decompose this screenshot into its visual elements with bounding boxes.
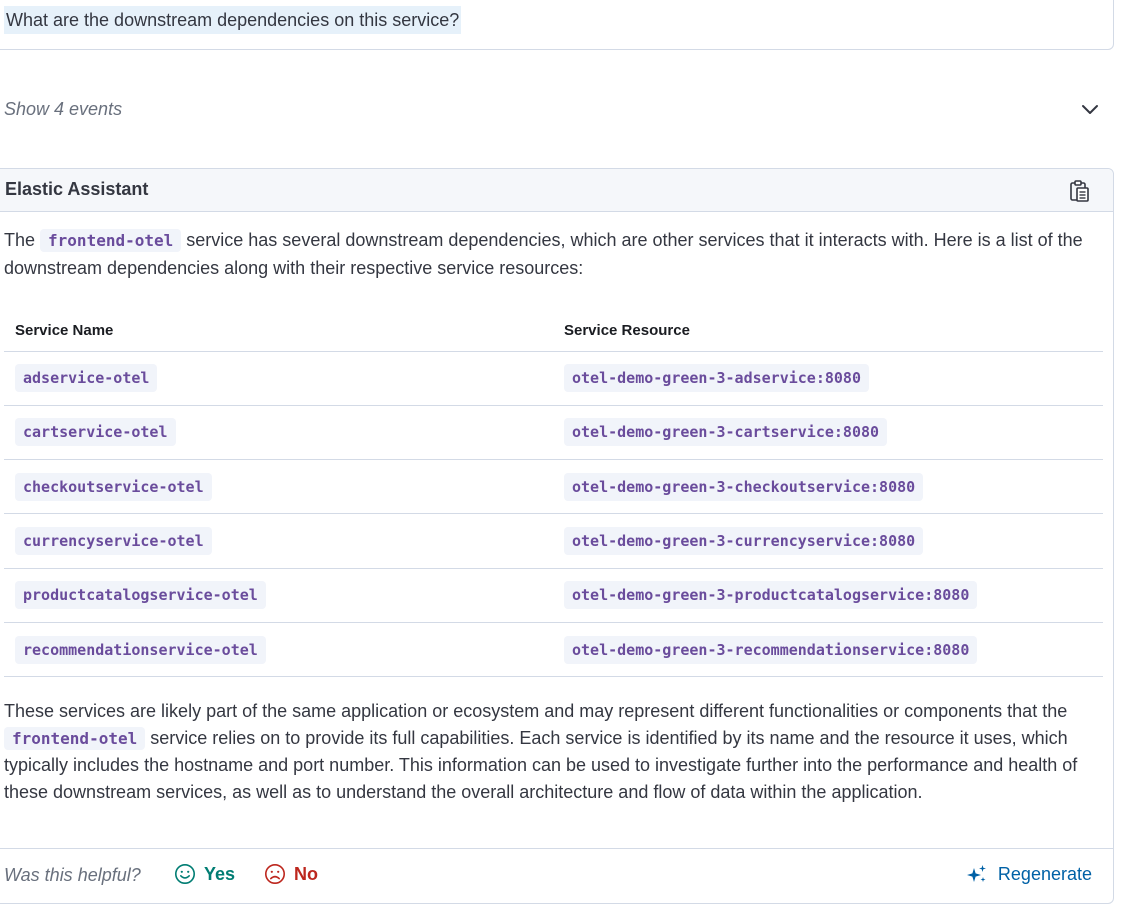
frown-icon (264, 863, 286, 885)
service-resource-cell (553, 514, 1103, 568)
service-name: adservice-otel (15, 364, 157, 392)
service-name: currencyservice-otel (15, 527, 212, 555)
assistant-title: Elastic Assistant (5, 179, 149, 199)
service-name-cell (4, 351, 553, 405)
service-resource-cell (553, 351, 1103, 405)
outro-text-start: These services are likely part of the same application or ecosystem and may represent different functionalities or components that the (4, 701, 1068, 721)
service-name-cell (4, 460, 553, 514)
service-name-cell (4, 405, 553, 459)
assistant-outro (4, 698, 1100, 805)
service-resource: otel-demo-green-3-cartservice:8080 (564, 418, 887, 446)
table-row (4, 514, 1103, 568)
table-row (4, 622, 1103, 676)
column-header-service-resource: Service Resource (553, 311, 1103, 351)
intro-text-end: service has several downstream dependencies, which are other services that it interacts with. Here is a list of the downstream dependencies along with their respective service resources: (4, 230, 1083, 278)
column-header-service-name: Service Name (4, 311, 553, 351)
table-row (4, 460, 1103, 514)
chevron-down-icon[interactable] (1080, 99, 1100, 119)
service-resource-cell (553, 622, 1103, 676)
feedback-footer (0, 848, 1114, 904)
inline-code-service: frontend-otel (4, 727, 145, 750)
table-row (4, 351, 1103, 405)
service-resource: otel-demo-green-3-adservice:8080 (564, 364, 869, 392)
table-header-row (4, 311, 1103, 351)
service-resource: otel-demo-green-3-recommendationservice:8080 (564, 636, 977, 664)
regenerate-button[interactable] (966, 863, 1092, 885)
service-name-cell (4, 622, 553, 676)
feedback-yes-button[interactable] (174, 863, 235, 885)
service-resource: otel-demo-green-3-currencyservice:8080 (564, 527, 923, 555)
outro-text-end: service relies on to provide its full capabilities. Each service is identified by its name and the resource it uses, which typically includes the hostname and port number. This information can be used to investigate further into the performance and health of these downstream services, as well as to understand the overall architecture and flow of data within the application. (4, 727, 1078, 802)
sparkles-icon (966, 863, 988, 885)
feedback-no-button[interactable] (264, 863, 318, 885)
intro-text-start: The (4, 230, 41, 250)
feedback-prompt: Was this helpful? (4, 865, 141, 885)
table-row (4, 405, 1103, 459)
dependencies-table (4, 311, 1103, 677)
inline-code-service: frontend-otel (40, 229, 181, 252)
table-row (4, 568, 1103, 622)
service-name-cell (4, 568, 553, 622)
service-resource-cell (553, 460, 1103, 514)
service-name: productcatalogservice-otel (15, 581, 266, 609)
service-resource-cell (553, 568, 1103, 622)
clipboard-icon[interactable] (1067, 179, 1091, 203)
assistant-header (0, 169, 1113, 212)
regenerate-label: Regenerate (997, 863, 1092, 884)
smile-icon (174, 863, 196, 885)
service-name: cartservice-otel (15, 418, 176, 446)
service-resource: otel-demo-green-3-checkoutservice:8080 (564, 473, 923, 501)
service-resource: otel-demo-green-3-productcatalogservice:8080 (564, 581, 977, 609)
user-message-text: What are the downstream dependencies on this service? (4, 6, 461, 34)
show-events-label: Show 4 events (4, 98, 123, 119)
service-name: checkoutservice-otel (15, 473, 212, 501)
service-name-cell (4, 514, 553, 568)
feedback-no-label: No (294, 863, 318, 884)
show-events-toggle[interactable] (4, 92, 1100, 126)
service-name: recommendationservice-otel (15, 636, 266, 664)
assistant-intro (4, 227, 1100, 281)
feedback-yes-label: Yes (204, 863, 236, 884)
service-resource-cell (553, 405, 1103, 459)
